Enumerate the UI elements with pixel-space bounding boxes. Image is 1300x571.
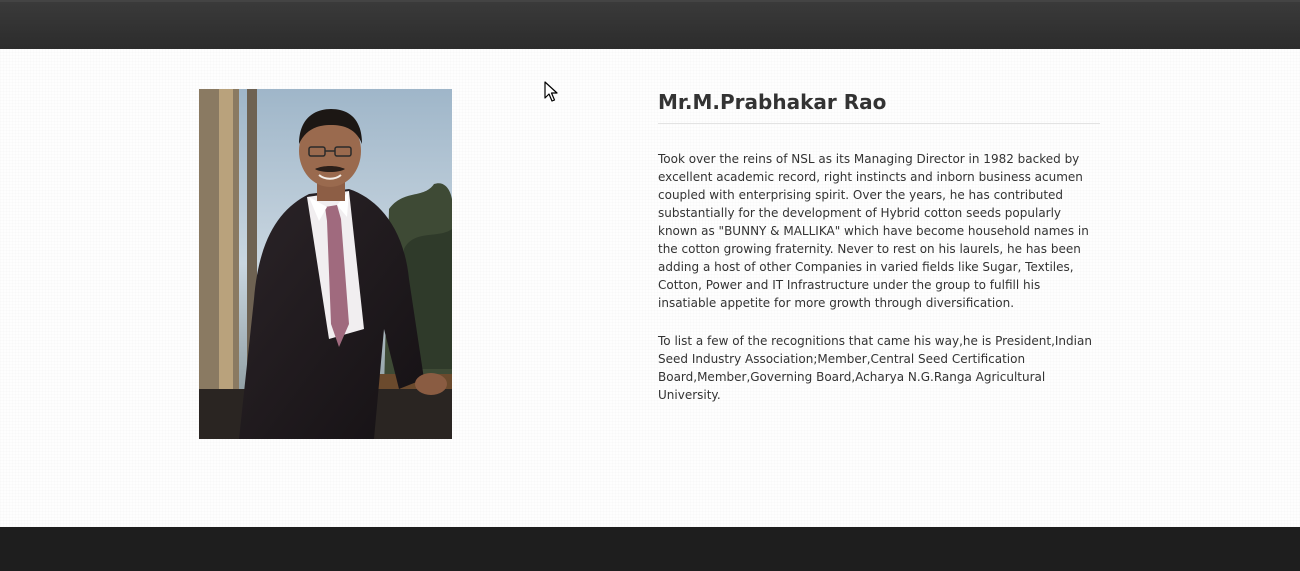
top-header-bar (0, 0, 1300, 49)
footer-bar (0, 527, 1300, 571)
profile-portrait (199, 89, 452, 439)
bio-paragraph: Took over the reins of NSL as its Managing Director in 1982 backed by excellent academic record, right instincts and inborn business acumen coupled with enterprising spirit. Over the years, he has contributed substantially for the development of Hybrid cotton seeds popularly known as "BUNNY & MALLIKA" which have become household names in the cotton growing fraternity. Never to rest on his laurels, he has been adding a host of other Companies in varied fields like Sugar, Textiles, Cotton, Power and IT Infrastructure under the group to fulfill his insatiable appetite for more growth through diversification. (658, 152, 1089, 310)
main-content (0, 49, 1300, 527)
bio-paragraph: To list a few of the recognitions that came his way,he is President,Indian Seed Industry Association;Member,Central Seed Certification Board,Member,Governing Board,Acharya N.G.Ranga Agricultural University. (658, 334, 1092, 402)
profile-name: Mr.M.Prabhakar Rao (658, 89, 1100, 124)
mouse-pointer-icon (544, 81, 558, 103)
profile-bio (658, 89, 1100, 404)
